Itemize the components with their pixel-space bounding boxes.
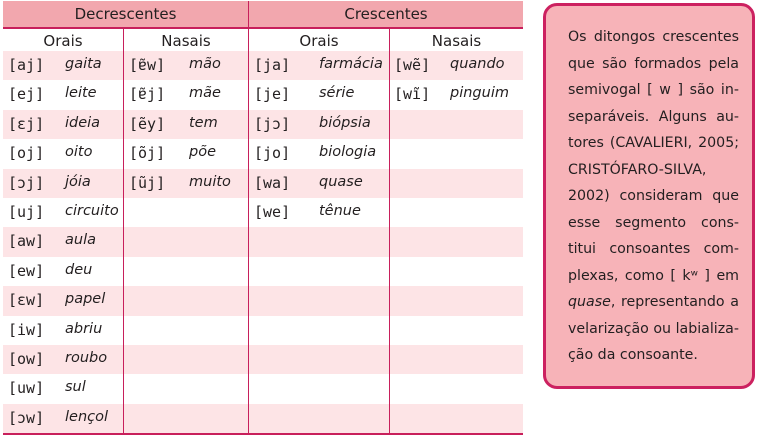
note-line: 2002) consideram que xyxy=(568,188,739,204)
note-line: tores (CAVALIERI, 2005; xyxy=(568,135,739,151)
ipa-transcription: [uw] xyxy=(8,379,45,398)
ipa-transcription: [ɐ̃w] xyxy=(129,56,166,74)
ipa-transcription: [jɔ] xyxy=(254,114,291,133)
subheader-crescentes-nasais: Nasais xyxy=(431,32,482,50)
example-word: pinguim xyxy=(450,85,509,102)
ipa-transcription: [ja] xyxy=(254,56,291,74)
example-word: lençol xyxy=(65,408,109,425)
table-row xyxy=(3,51,523,80)
example-word: gaita xyxy=(65,56,102,72)
example-word: ideia xyxy=(65,114,101,131)
note-box xyxy=(543,3,755,389)
diphthong-table xyxy=(3,1,523,435)
subheader-decrescentes-orais: Orais xyxy=(43,32,83,50)
example-word: papel xyxy=(65,291,106,308)
example-word: tênue xyxy=(319,203,361,219)
example-word: muito xyxy=(189,173,231,190)
ipa-transcription: [ẽy] xyxy=(129,114,166,133)
ipa-transcription: [õj] xyxy=(129,144,166,163)
ipa-transcription: [ɔj] xyxy=(8,173,45,192)
ipa-transcription: [ɐ̃j] xyxy=(129,85,166,104)
note-line: velarização ou labializa- xyxy=(568,320,739,337)
ipa-transcription: [uj] xyxy=(8,203,45,221)
note-line: separáveis. Alguns au- xyxy=(568,108,739,125)
note-line: quase, representando a xyxy=(568,294,739,310)
ipa-transcription: [iw] xyxy=(8,320,45,339)
example-word: tem xyxy=(189,114,218,131)
group-header-row xyxy=(3,1,523,29)
example-word: deu xyxy=(65,261,93,278)
table-row xyxy=(3,198,523,227)
note-line: CRISTÓFARO-SILVA, xyxy=(568,161,707,178)
subheader-decrescentes-nasais: Nasais xyxy=(161,32,211,50)
example-word: quando xyxy=(450,56,505,72)
example-word: jóia xyxy=(65,173,91,190)
table-row xyxy=(3,374,523,403)
table-row xyxy=(3,316,523,345)
column-divider xyxy=(123,29,124,435)
subheader-row xyxy=(3,29,523,51)
ipa-transcription: [ow] xyxy=(8,350,45,368)
example-word: biologia xyxy=(319,144,377,161)
ipa-transcription: [wa] xyxy=(254,173,291,192)
example-word: põe xyxy=(189,144,216,161)
table-row xyxy=(3,345,523,374)
note-line: plexas, como [ kʷ ] em xyxy=(568,267,739,284)
example-word: mãe xyxy=(189,85,221,102)
table-row xyxy=(3,286,523,315)
table-row xyxy=(3,110,523,139)
ipa-transcription: [ej] xyxy=(8,85,45,104)
example-word: circuito xyxy=(65,203,119,219)
table-row xyxy=(3,257,523,286)
example-word: mão xyxy=(189,56,221,72)
note-line: titui consoantes com- xyxy=(568,241,739,257)
note-line: Os ditongos crescentes xyxy=(568,29,739,45)
example-word: aula xyxy=(65,232,96,249)
group-divider xyxy=(248,1,249,435)
example-word: série xyxy=(319,85,355,102)
ipa-transcription: [aj] xyxy=(8,56,45,74)
example-word: quase xyxy=(319,173,363,190)
table-row xyxy=(3,139,523,168)
note-line: ção da consoante. xyxy=(568,347,698,363)
example-word: leite xyxy=(65,85,97,102)
example-word: farmácia xyxy=(319,56,383,72)
note-line: que são formados pela xyxy=(568,55,739,72)
ipa-transcription: [jo] xyxy=(254,144,291,163)
subheader-crescentes-orais: Orais xyxy=(299,32,339,50)
ipa-transcription: [aw] xyxy=(8,232,45,251)
column-divider xyxy=(389,29,390,435)
note-line: esse segmento cons- xyxy=(568,214,739,231)
ipa-transcription: [ɔw] xyxy=(8,408,45,427)
example-word: roubo xyxy=(65,350,108,366)
header-decrescentes: Decrescentes xyxy=(74,5,177,23)
ipa-transcription: [wẽ] xyxy=(394,56,431,74)
example-word: oito xyxy=(65,144,93,161)
table-row xyxy=(3,227,523,256)
example-word: abriu xyxy=(65,320,103,337)
table-row xyxy=(3,404,523,433)
ipa-transcription: [ɛw] xyxy=(8,291,45,310)
note-line: semivogal [ w ] são in- xyxy=(568,82,739,98)
ipa-transcription: [ew] xyxy=(8,261,45,280)
example-word: biópsia xyxy=(319,114,371,131)
header-crescentes: Crescentes xyxy=(344,5,428,23)
table-row xyxy=(3,80,523,109)
ipa-transcription: [je] xyxy=(254,85,291,104)
ipa-transcription: [wĩ] xyxy=(394,85,431,104)
ipa-transcription: [ũj] xyxy=(129,173,166,192)
table-bottom-border xyxy=(3,433,523,435)
table-row xyxy=(3,169,523,198)
ipa-transcription: [ɛj] xyxy=(8,114,45,133)
ipa-transcription: [oj] xyxy=(8,144,45,163)
ipa-transcription: [we] xyxy=(254,203,291,221)
example-word: sul xyxy=(65,379,86,396)
